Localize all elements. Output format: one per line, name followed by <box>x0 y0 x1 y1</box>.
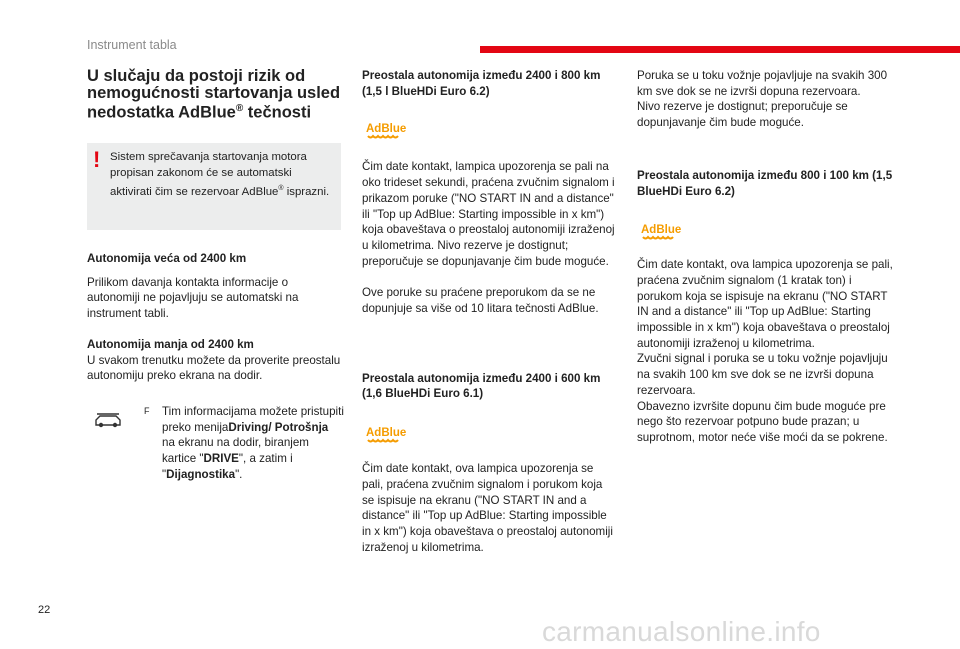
column-3 <box>637 68 897 446</box>
warning-text: Sistem sprečavanja startovanja motora propisan zakonom će se automatski aktivirati čim se rezervoar AdBlue® isprazni. <box>110 151 330 198</box>
page-number: 22 <box>38 604 51 616</box>
adblue-warning-lamp-icon <box>366 425 412 447</box>
svg-text:AdBlue: AdBlue <box>366 427 407 440</box>
paragraph-refill-advice: Ove poruke su praćene preporukom da se ne dopunjuje sa više od 10 litara tečnosti AdBlue. <box>362 286 599 316</box>
exclamation-icon: ! <box>93 147 101 172</box>
subheading-800-100: Preostala autonomija između 800 i 100 km (1,5 BlueHDi Euro 6.2) <box>637 168 893 198</box>
paragraph-mandatory-refill: Obavezno izvršite dopunu čim bude moguće pre nego što rezervoar potpuno bude prazan; u suprotnom, motor neće više moći da se pokrene. <box>637 399 888 444</box>
watermark: carmanualsonline.info <box>542 616 821 647</box>
section-heading: U slučaju da postoji rizik od nemogućnosti startovanja usled nedostatka AdBlue® tečnosti <box>87 67 341 122</box>
adblue-warning-lamp-icon <box>366 121 412 143</box>
subheading-2400-800: Preostala autonomija između 2400 i 800 km (1,5 l BlueHDi Euro 6.2) <box>362 69 601 98</box>
subheading-range-below-2400: Autonomija manja od 2400 km <box>87 337 254 351</box>
touchscreen-note-text: F Tim informacijama možete pristupiti preko menijaDriving/ Potrošnja na ekranu na dodir, biranjem kartice "DRIVE", a zatim i "Dijagnostika". <box>144 404 344 481</box>
column-1 <box>87 67 344 484</box>
paragraph-range-above-2400: Prilikom davanja kontakta informacije o autonomiji ne pojavljuju se automatski na instrument tabli. <box>87 275 299 321</box>
bullet-icon: F <box>144 405 150 416</box>
column-2 <box>362 68 616 555</box>
paragraph-driving-message: Poruka se u toku vožnje pojavljuje na svakih 300 km sve dok se ne izvrši dopuna rezervoara. <box>637 69 888 98</box>
subheading-2400-600: Preostala autonomija između 2400 i 600 km (1,6 BlueHDi Euro 6.1) <box>362 371 601 401</box>
page-section-title: Instrument tabla <box>87 38 177 52</box>
paragraph-800-100: Čim date kontakt, ova lampica upozorenja se pali, praćena zvučnim signalom (1 kratak ton) i porukom koja se ispisuje na ekranu ("NO START IN and a distance" ili "Top up AdBlue: Starting impossible in x km") koja obaveštava o preostaloj autonomiji izraženoj u kilometrima. <box>637 258 893 350</box>
paragraph-2400-600: Čim date kontakt, ova lampica upozorenja se pali, praćena zvučnim signalom i porukom koja se ispisuje na ekranu ("NO START IN and a distance" ili "Top up AdBlue: Starting impossible in x km") koja obaveštava o preostaloj autonomiji izraženoj u kilometrima. <box>362 462 613 554</box>
svg-text:AdBlue: AdBlue <box>366 123 407 136</box>
subheading-range-above-2400: Autonomija veća od 2400 km <box>87 252 247 265</box>
adblue-warning-lamp-icon <box>641 222 687 244</box>
svg-text:AdBlue: AdBlue <box>641 224 682 237</box>
header-accent-bar <box>480 46 960 53</box>
car-display-icon <box>93 410 123 430</box>
paragraph-every-100km: Zvučni signal i poruka se u toku vožnje pojavljuju na svakih 100 km sve dok se ne izvrši dopuna rezervoara. <box>637 352 888 397</box>
warning-box <box>87 143 341 230</box>
paragraph-range-below-2400: U svakom trenutku možete da proverite preostalu autonomiju preko ekrana na dodir. <box>87 353 341 383</box>
touchscreen-note <box>87 404 344 484</box>
paragraph-2400-800: Čim date kontakt, lampica upozorenja se pali na oko trideset sekundi, praćena zvučnim signalom i prikazom poruke ("NO START IN and a distance" ili "Top up AdBlue: Starting impossible in x km") koja obaveštava o preostaloj autonomiji izraženoj u kilometrima. Nivo rezerve je dostignut; preporučuje se dopunjavanje čim bude moguće. <box>362 160 615 268</box>
paragraph-reserve-reached: Nivo rezerve je dostignut; preporučuje se dopunjavanje čim bude moguće. <box>637 100 848 130</box>
